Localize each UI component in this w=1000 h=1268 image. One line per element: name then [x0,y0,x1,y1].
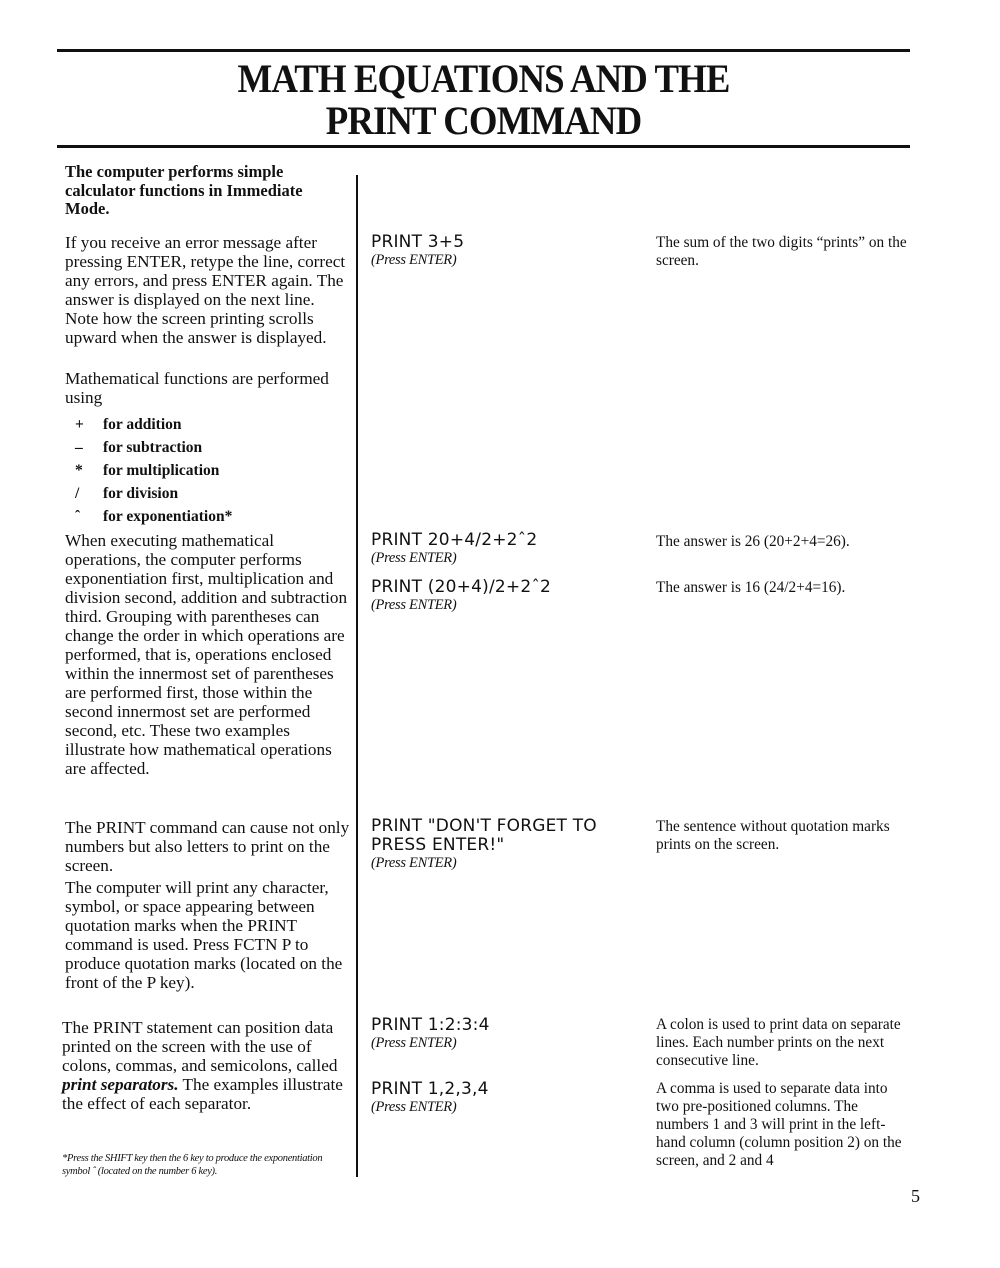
page-number: 5 [911,1186,920,1206]
operator-label: for addition [103,416,182,433]
example-command [371,233,636,269]
example-command [371,578,636,614]
error-paragraph: If you receive an error message after pressing ENTER, retype the line, correct any errors, and press ENTER again. The answer is displayed on the next line. Note how the screen printing scrolls upward when the answer is displayed. [65,233,346,347]
print-text-section [65,818,350,992]
intro-section [65,163,350,219]
command-text: PRINT (20+4)/2+2ˆ2 [371,577,552,597]
print-paragraph-2: The computer will print any character, symbol, or space appearing between quotation marks when the PRINT command is used. Press FCTN P to produce quotation marks (located on the front of the P key). [65,878,343,992]
example-description: A comma is used to separate data into two pre-positioned columns. The numbers 1 and 3 will print in the left-hand column (column position 2) on the screen, and 2 and 4 [656,1080,902,1169]
caret-symbol: ˆ [75,508,81,525]
operator-label: for division [103,485,179,502]
command-text: PRINT "DON'T FORGET TO PRESS ENTER!" [371,816,597,855]
press-enter-note: (Press ENTER) [371,1099,457,1115]
separator-section [62,1018,347,1113]
operator-item [75,505,335,528]
operator-label: for subtraction [103,439,203,456]
page-title [91,58,876,142]
operator-item [75,459,335,482]
example-description: The answer is 26 (20+2+4=26). [656,533,850,550]
operator-list [75,413,335,528]
print-paragraph-1: The PRINT command can cause not only numbers but also letters to print on the screen. [65,818,350,875]
example-command [371,1016,636,1052]
print-separators-term: print separators. [62,1075,179,1094]
asterisk-symbol: * [75,462,83,479]
separator-paragraph [62,1018,347,1113]
separator-text-post: The examples illustrate the effect of each separator. [62,1075,343,1113]
example-command [371,531,636,567]
operator-label: for exponentiation* [103,508,233,525]
footnote: *Press the SHIFT key then the 6 key to produce the exponentiation symbol ˆ (located on the number 6 key). [62,1153,323,1177]
example-command [371,1080,636,1116]
example-description: The sentence without quotation marks prints on the screen. [656,818,890,853]
operator-label: for multiplication [103,462,220,479]
example-description: The answer is 16 (24/2+4=16). [656,579,846,596]
slash-symbol: / [75,485,80,502]
example-description: A colon is used to print data on separate lines. Each number prints on the next consecutive line. [656,1016,901,1069]
order-section [65,531,350,778]
functions-section [65,369,350,407]
title-line-2: PRINT COMMAND [325,98,642,143]
command-text: PRINT 1:2:3:4 [371,1015,490,1035]
command-text: PRINT 3+5 [371,232,465,252]
top-rule [57,49,910,52]
press-enter-note: (Press ENTER) [371,252,457,268]
command-text: PRINT 1,2,3,4 [371,1079,489,1099]
press-enter-note: (Press ENTER) [371,855,457,871]
intro-bold-text: The computer performs simple calculator functions in Immediate Mode. [65,162,303,218]
functions-intro: Mathematical functions are performed using [65,369,329,407]
separator-text-pre: The PRINT statement can position data printed on the screen with the use of colons, commas, and semicolons, called [62,1018,338,1075]
operator-item [75,413,335,436]
title-bottom-rule [57,145,910,148]
order-paragraph: When executing mathematical operations, the computer performs exponentiation first, multiplication and division second, addition and subtraction third. Grouping with parentheses can change the order in which operations are performed, that is, operations enclosed within the innermost set of parentheses are performed first, those within the second innermost set are performed second, etc. These two examples illustrate how mathematical operations are affected. [65,531,348,778]
plus-symbol: + [75,416,84,433]
example-command [371,817,621,872]
title-line-1: MATH EQUATIONS AND THE [237,56,730,101]
error-section [65,233,350,347]
example-description: The sum of the two digits “prints” on the screen. [656,234,907,269]
operator-item [75,436,335,459]
press-enter-note: (Press ENTER) [371,1035,457,1051]
column-divider [356,175,358,1177]
press-enter-note: (Press ENTER) [371,550,457,566]
press-enter-note: (Press ENTER) [371,597,457,613]
minus-symbol: – [75,439,83,456]
command-text: PRINT 20+4/2+2ˆ2 [371,530,538,550]
operator-item [75,482,335,505]
